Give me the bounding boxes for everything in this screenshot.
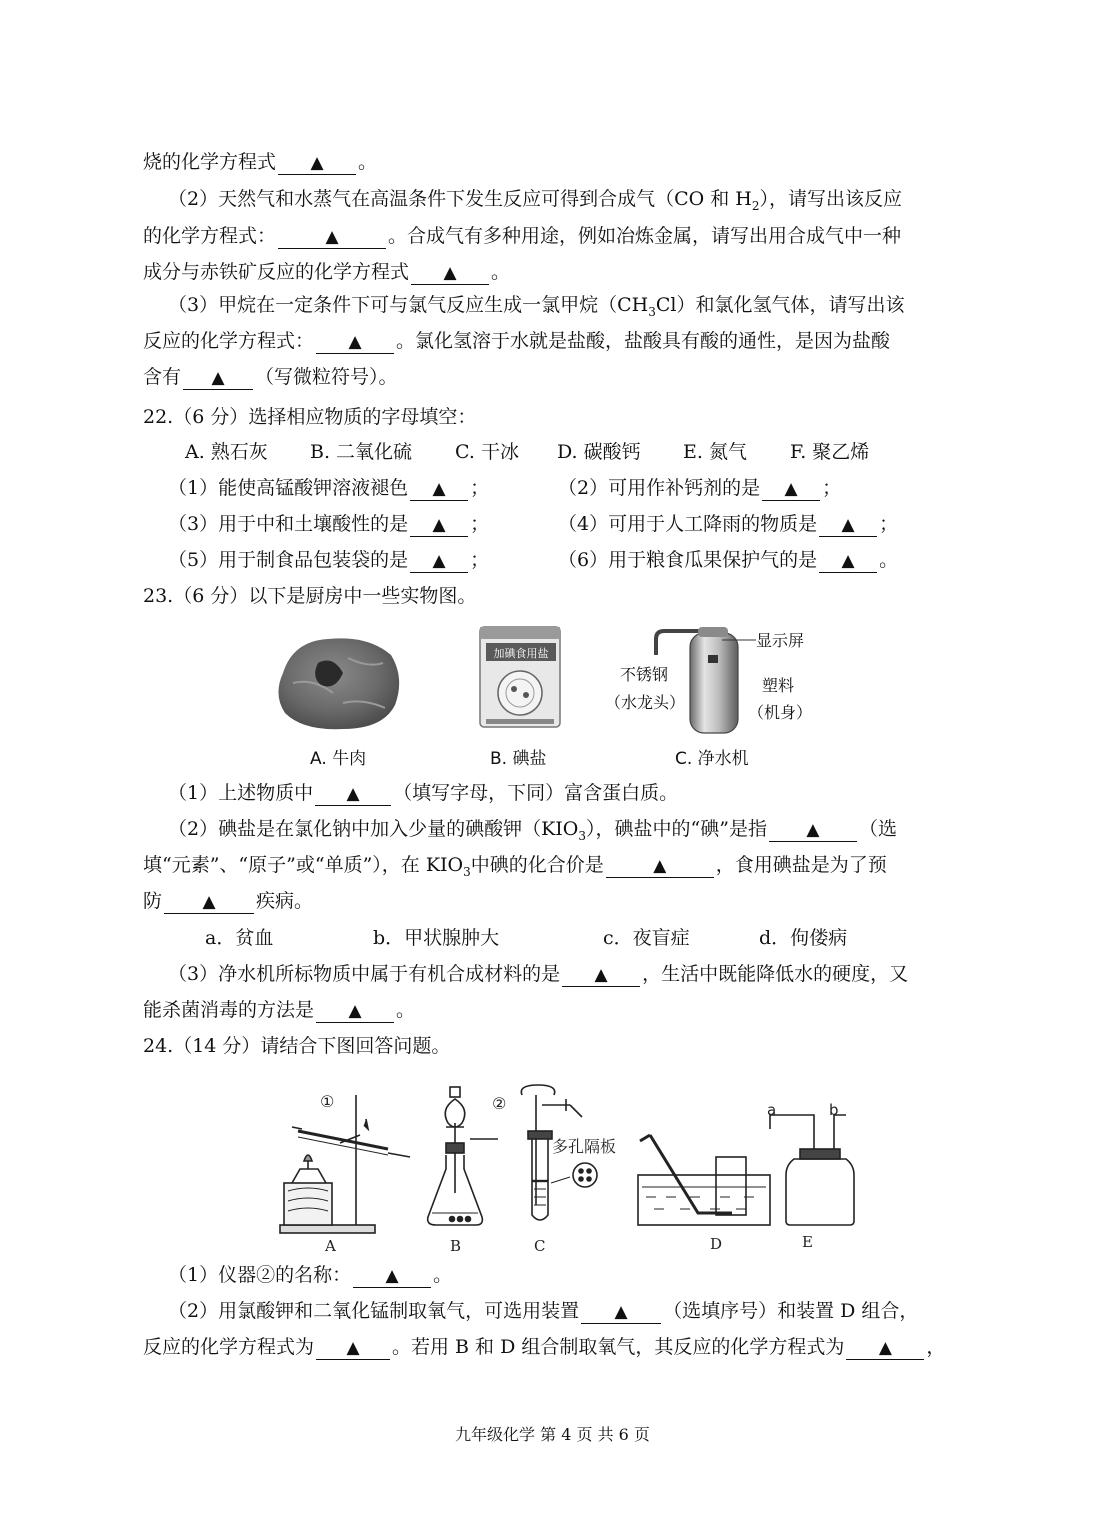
port-a-label: a: [767, 1101, 777, 1119]
q23-choice: c．夜盲症: [603, 927, 690, 949]
answer-blank[interactable]: ▲: [581, 1301, 661, 1324]
apparatus-label: E: [802, 1233, 813, 1251]
q24-title: 24.（14 分）请结合下图回答问题。: [143, 1035, 451, 1057]
q21-p3-line2: 反应的化学方程式： ▲ 。氯化氢溶于水就是盐酸，盐酸具有酸的通性，是因为盐酸: [143, 330, 891, 352]
q23-choice: b．甲状腺肿大: [373, 927, 500, 949]
mark-2: ②: [492, 1094, 507, 1113]
q22-option: C. 干冰: [455, 441, 519, 463]
q23-p2-line3: 防 ▲ 疾病。: [143, 890, 314, 912]
q22-option: D. 碳酸钙: [557, 441, 641, 463]
answer-blank[interactable]: ▲: [315, 783, 391, 806]
q24-p2-line1: （2）用氯酸钾和二氧化锰制取氧气，可选用装置 ▲ （选填序号）和装置 D 组合，: [168, 1300, 919, 1322]
q23-p1: （1）上述物质中 ▲ （填写字母，下同）富含蛋白质。: [168, 782, 679, 804]
answer-blank[interactable]: ▲: [316, 1337, 390, 1360]
q22-option: E. 氮气: [683, 441, 747, 463]
q23-choice: d．佝偻病: [759, 927, 848, 949]
q21-p3-line1: （3）甲烷在一定条件下可与氯气反应生成一氯甲烷$(CH_3Cl)$和氯化氢气体，请写出该: [168, 294, 905, 319]
q22-option: B. 二氧化硫: [310, 441, 413, 463]
apparatus-label: B: [450, 1237, 462, 1255]
apparatus-a: [280, 1095, 410, 1233]
q22-item: （5）用于制食品包装袋的是 ▲ ；: [168, 549, 490, 571]
answer-blank[interactable]: ▲: [278, 226, 386, 249]
answer-blank[interactable]: ▲: [278, 152, 356, 175]
q22-option: F. 聚乙烯: [790, 441, 870, 463]
q23-choice: a．贫血: [205, 927, 274, 949]
q24-p2-line2: 反应的化学方程式为 ▲ 。若用 B 和 D 组合制取氧气，其反应的化学方程式为 ▲ ，: [143, 1336, 946, 1358]
answer-blank[interactable]: ▲: [762, 478, 820, 501]
answer-blank[interactable]: ▲: [819, 514, 877, 537]
q23-p2-line2: 填“元素”、“原子”或“单质”），在 $KIO_3$中碘的化合价是 ▲ ，食用碘盐是为了预: [143, 854, 887, 879]
beef-image: [273, 633, 405, 733]
caption-beef: A. 牛肉: [310, 749, 367, 769]
lab-apparatus-figure: [270, 1065, 860, 1255]
label-faucet: （水龙头）: [605, 693, 686, 712]
salt-bag-image: [478, 625, 562, 729]
q23-p3-line1: （3）净水机所标物质中属于有机合成材料的是 ▲ ，生活中既能降低水的硬度，又: [168, 963, 909, 985]
q22-item: （4）可用于人工降雨的物质是 ▲ ；: [558, 513, 899, 535]
apparatus-label: C: [534, 1237, 546, 1255]
q22-item: （3）用于中和土壤酸性的是 ▲ ；: [168, 513, 490, 535]
port-b-label: b: [829, 1101, 839, 1119]
answer-blank[interactable]: ▲: [164, 891, 254, 914]
apparatus-e: [770, 1115, 854, 1225]
answer-blank[interactable]: ▲: [353, 1265, 431, 1288]
answer-blank[interactable]: ▲: [846, 1337, 924, 1360]
q22-item: （1）能使高锰酸钾溶液褪色 ▲ ；: [168, 477, 490, 499]
mark-1: ①: [320, 1092, 335, 1111]
answer-blank[interactable]: ▲: [606, 855, 714, 878]
answer-blank[interactable]: ▲: [411, 262, 489, 285]
answer-blank[interactable]: ▲: [410, 514, 468, 537]
salt-bag-label: 加碘食用盐: [493, 647, 549, 660]
caption-salt: B. 碘盐: [490, 749, 547, 769]
answer-blank[interactable]: ▲: [410, 550, 468, 573]
leader-line: [680, 630, 760, 670]
apparatus-label: D: [710, 1235, 723, 1253]
q22-option: A. 熟石灰: [185, 441, 268, 463]
apparatus-d: [638, 1135, 770, 1225]
q21-p2-line2: 的化学方程式： ▲ 。合成气有多种用途，例如冶炼金属，请写出用合成气中一种: [143, 225, 902, 247]
q21-p2-line3: 成分与赤铁矿反应的化学方程式 ▲ 。: [143, 261, 511, 283]
apparatus-label: A: [325, 1237, 336, 1255]
apparatus-b: [428, 1087, 498, 1225]
label-steel: 不锈钢: [620, 665, 669, 684]
q23-p3-line2: 能杀菌消毒的方法是 ▲ 。: [143, 999, 416, 1021]
label-porous-plate: 多孔隔板: [552, 1137, 617, 1156]
q22-title: 22.（6 分）选择相应物质的字母填空：: [143, 406, 477, 428]
q21-line1: 烧的化学方程式 ▲ 。: [143, 151, 378, 173]
answer-blank[interactable]: ▲: [183, 367, 253, 390]
q23-p2-line1: （2）碘盐是在氯化钠中加入少量的碘酸钾$(KIO_3)$，碘盐中的“碘”是指 ▲ （选: [168, 818, 897, 843]
q21-p3-line3: 含有 ▲ （写微粒符号）。: [143, 366, 398, 388]
answer-blank[interactable]: ▲: [316, 331, 394, 354]
q22-item: （6）用于粮食瓜果保护气的是 ▲ 。: [558, 549, 899, 571]
q24-p1: （1）仪器②的名称： ▲ 。: [168, 1264, 453, 1286]
q22-item: （2）可用作补钙剂的是 ▲ ；: [558, 477, 842, 499]
q21-p2-line1: （2）天然气和水蒸气在高温条件下发生反应可得到合成气（CO 和 $H_2$），请写出该反应: [168, 188, 903, 213]
page-footer: 九年级化学 第 4 页 共 6 页: [455, 1425, 650, 1444]
answer-blank[interactable]: ▲: [819, 550, 877, 573]
caption-purifier: C. 净水机: [675, 749, 749, 769]
answer-blank[interactable]: ▲: [410, 478, 468, 501]
label-plastic: 塑料: [762, 676, 795, 695]
answer-blank[interactable]: ▲: [562, 964, 640, 987]
answer-blank[interactable]: ▲: [316, 1000, 394, 1023]
answer-blank[interactable]: ▲: [769, 819, 857, 842]
label-body: （机身）: [748, 703, 813, 722]
label-screen: 显示屏: [756, 631, 805, 650]
q23-title: 23.（6 分）以下是厨房中一些实物图。: [143, 585, 477, 607]
